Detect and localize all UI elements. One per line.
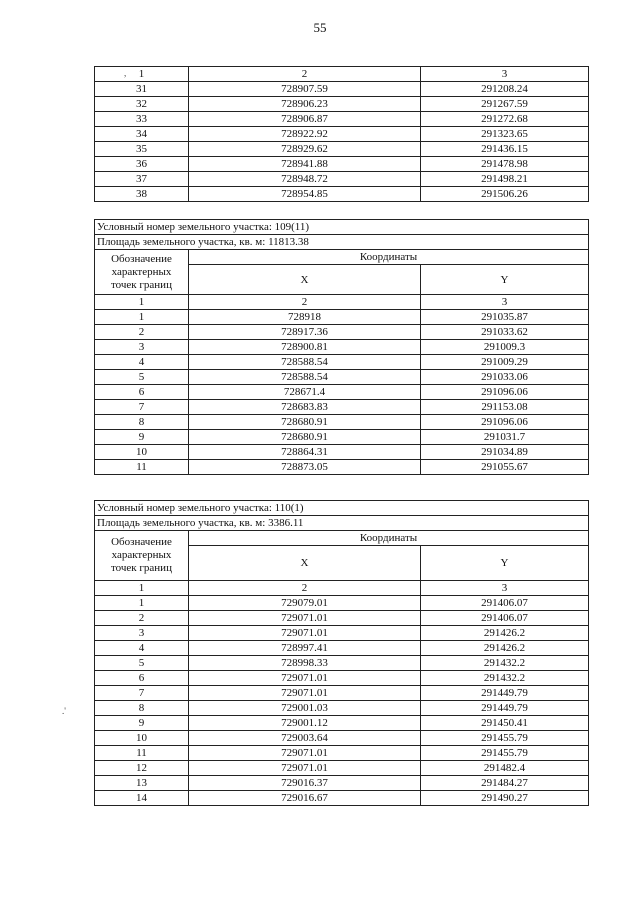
x-coordinate-cell: 2 — [189, 295, 421, 310]
point-number-cell: 10 — [95, 445, 189, 460]
table-row — [95, 746, 589, 761]
page-number: 55 — [313, 20, 327, 35]
x-coordinate-cell: 728588.54 — [189, 370, 421, 385]
point-number-cell: 13 — [95, 776, 189, 791]
x-coordinate-cell: 728929.62 — [189, 142, 421, 157]
x-coordinate-cell: 728900.81 — [189, 340, 421, 355]
y-coordinate-cell: 291009.3 — [421, 340, 589, 355]
y-coordinate-cell: 291096.06 — [421, 415, 589, 430]
y-coordinate-cell: 291449.79 — [421, 686, 589, 701]
y-coordinate-cell: 291432.2 — [421, 656, 589, 671]
table-row — [95, 430, 589, 445]
point-number-cell: 7 — [95, 686, 189, 701]
plot-area: Площадь земельного участка, кв. м: 11813.38 — [95, 235, 589, 250]
table-row — [95, 445, 589, 460]
x-header: X — [189, 265, 421, 295]
table-row — [95, 142, 589, 157]
x-coordinate-cell: 729079.01 — [189, 596, 421, 611]
y-coordinate-cell: 291406.07 — [421, 596, 589, 611]
x-coordinate-cell: 728941.88 — [189, 157, 421, 172]
y-coordinate-cell: 291272.68 — [421, 112, 589, 127]
table-row — [95, 355, 589, 370]
x-coordinate-cell: 728918 — [189, 310, 421, 325]
point-number-cell: 9 — [95, 716, 189, 731]
y-header: Y — [421, 265, 589, 295]
table-row — [95, 731, 589, 746]
point-number-cell: 2 — [95, 611, 189, 626]
y-coordinate-cell: 291267.59 — [421, 97, 589, 112]
point-number-cell: 7 — [95, 400, 189, 415]
x-coordinate-cell: 728906.23 — [189, 97, 421, 112]
y-coordinate-cell: 291449.79 — [421, 701, 589, 716]
y-coordinate-cell: 291035.87 — [421, 310, 589, 325]
y-coordinate-cell: 291009.29 — [421, 355, 589, 370]
y-coordinate-cell: 291055.67 — [421, 460, 589, 475]
y-coordinate-cell: 291455.79 — [421, 731, 589, 746]
point-number-cell: 36 — [95, 157, 189, 172]
y-coordinate-cell: 291490.27 — [421, 791, 589, 806]
table-row — [95, 385, 589, 400]
point-number-cell: 3 — [95, 626, 189, 641]
point-number-cell: 14 — [95, 791, 189, 806]
y-coordinate-cell: 291426.2 — [421, 626, 589, 641]
point-number-cell: 11 — [95, 746, 189, 761]
point-number-cell: 38 — [95, 187, 189, 202]
y-coordinate-cell: 291506.26 — [421, 187, 589, 202]
table-row — [95, 112, 589, 127]
plot-number: Условный номер земельного участка: 109(11) — [95, 220, 589, 235]
point-number-cell: 5 — [95, 656, 189, 671]
x-coordinate-cell: 728907.59 — [189, 82, 421, 97]
x-coordinate-cell: 728873.05 — [189, 460, 421, 475]
y-coordinate-cell: 3 — [421, 295, 589, 310]
point-number-cell: 10 — [95, 731, 189, 746]
point-designation-header: Обозначение характерных точек границ — [95, 250, 189, 295]
x-coordinate-cell: 729071.01 — [189, 671, 421, 686]
x-coordinate-cell: 729001.12 — [189, 716, 421, 731]
point-number-cell: 4 — [95, 355, 189, 370]
x-coordinate-cell: 728680.91 — [189, 415, 421, 430]
y-coordinate-cell: 291436.15 — [421, 142, 589, 157]
x-coordinate-cell: 729003.64 — [189, 731, 421, 746]
table-row — [95, 310, 589, 325]
plot-area: Площадь земельного участка, кв. м: 3386.11 — [95, 516, 589, 531]
coordinates-header: Координаты — [189, 250, 589, 265]
point-number-cell: 1 — [95, 596, 189, 611]
y-coordinate-cell: 291450.41 — [421, 716, 589, 731]
y-coordinate-cell: 291498.21 — [421, 172, 589, 187]
point-number-cell: 32 — [95, 97, 189, 112]
plot-number: Условный номер земельного участка: 110(1) — [95, 501, 589, 516]
table-row — [95, 370, 589, 385]
y-coordinate-cell: 291323.65 — [421, 127, 589, 142]
table-row — [95, 596, 589, 611]
x-coordinate-cell: 728948.72 — [189, 172, 421, 187]
x-coordinate-cell: 728998.33 — [189, 656, 421, 671]
land-plot-table-109 — [94, 219, 589, 475]
y-coordinate-cell: 291096.06 — [421, 385, 589, 400]
y-coordinate-cell: 3 — [421, 67, 589, 82]
x-coordinate-cell: 729071.01 — [189, 611, 421, 626]
x-coordinate-cell: 729016.67 — [189, 791, 421, 806]
table-row — [95, 127, 589, 142]
scan-speck: .' — [62, 706, 66, 716]
x-coordinate-cell: 729071.01 — [189, 686, 421, 701]
point-number-cell: 35 — [95, 142, 189, 157]
y-coordinate-cell: 291031.7 — [421, 430, 589, 445]
table-row — [95, 400, 589, 415]
x-coordinate-cell: 728864.31 — [189, 445, 421, 460]
point-number-cell: 6 — [95, 671, 189, 686]
x-coordinate-cell: 2 — [189, 581, 421, 596]
y-coordinate-cell: 291033.62 — [421, 325, 589, 340]
x-coordinate-cell: 729071.01 — [189, 626, 421, 641]
table-row — [95, 325, 589, 340]
x-coordinate-cell: 2 — [189, 67, 421, 82]
table-row — [95, 791, 589, 806]
y-coordinate-cell: 291406.07 — [421, 611, 589, 626]
table-row — [95, 611, 589, 626]
y-coordinate-cell: 291153.08 — [421, 400, 589, 415]
x-coordinate-cell: 728680.91 — [189, 430, 421, 445]
table-row — [95, 776, 589, 791]
table-row — [95, 172, 589, 187]
point-number-cell: 8 — [95, 701, 189, 716]
x-coordinate-cell: 728671.4 — [189, 385, 421, 400]
column-index-row — [95, 67, 589, 82]
point-number-cell: 34 — [95, 127, 189, 142]
x-coordinate-cell: 728922.92 — [189, 127, 421, 142]
table-row — [95, 97, 589, 112]
y-coordinate-cell: 291484.27 — [421, 776, 589, 791]
y-coordinate-cell: 291033.06 — [421, 370, 589, 385]
column-index-row — [95, 581, 589, 596]
x-coordinate-cell: 728683.83 — [189, 400, 421, 415]
x-coordinate-cell: 728954.85 — [189, 187, 421, 202]
table-row — [95, 626, 589, 641]
point-number-cell: 8 — [95, 415, 189, 430]
table-row — [95, 686, 589, 701]
point-number-cell: 4 — [95, 641, 189, 656]
table-row — [95, 82, 589, 97]
table-row — [95, 671, 589, 686]
y-coordinate-cell: 291208.24 — [421, 82, 589, 97]
y-coordinate-cell: 291426.2 — [421, 641, 589, 656]
point-number-cell: 1 — [95, 581, 189, 596]
coordinates-table-continued — [94, 66, 589, 202]
point-number-cell: 9 — [95, 430, 189, 445]
y-coordinate-cell: 3 — [421, 581, 589, 596]
x-coordinate-cell: 728906.87 — [189, 112, 421, 127]
point-number-cell: 1 — [95, 295, 189, 310]
table-row — [95, 415, 589, 430]
y-coordinate-cell: 291034.89 — [421, 445, 589, 460]
point-number-cell: 3 — [95, 340, 189, 355]
land-plot-table-110 — [94, 500, 589, 806]
x-coordinate-cell: 729071.01 — [189, 761, 421, 776]
point-number-cell: 6 — [95, 385, 189, 400]
table-row — [95, 656, 589, 671]
point-number-cell: 31 — [95, 82, 189, 97]
y-coordinate-cell: 291482.4 — [421, 761, 589, 776]
x-coordinate-cell: 728917.36 — [189, 325, 421, 340]
table-row — [95, 761, 589, 776]
coordinates-header: Координаты — [189, 531, 589, 546]
point-number-cell: 5 — [95, 370, 189, 385]
point-number-cell: 2 — [95, 325, 189, 340]
y-coordinate-cell: 291432.2 — [421, 671, 589, 686]
x-header: X — [189, 546, 421, 581]
point-number-cell: 33 — [95, 112, 189, 127]
y-coordinate-cell: 291478.98 — [421, 157, 589, 172]
x-coordinate-cell: 728588.54 — [189, 355, 421, 370]
table-row — [95, 716, 589, 731]
point-number-cell: 1 — [95, 310, 189, 325]
table-row — [95, 460, 589, 475]
point-designation-header: Обозначение характерных точек границ — [95, 531, 189, 581]
table-row — [95, 701, 589, 716]
table-row — [95, 641, 589, 656]
point-number-cell: 37 — [95, 172, 189, 187]
table-row — [95, 187, 589, 202]
point-number-cell: 11 — [95, 460, 189, 475]
column-index-row — [95, 295, 589, 310]
y-coordinate-cell: 291455.79 — [421, 746, 589, 761]
x-coordinate-cell: 728997.41 — [189, 641, 421, 656]
table-row — [95, 157, 589, 172]
x-coordinate-cell: 729001.03 — [189, 701, 421, 716]
point-number-cell: 12 — [95, 761, 189, 776]
x-coordinate-cell: 729016.37 — [189, 776, 421, 791]
point-number-cell: 1 — [95, 67, 189, 82]
table-row — [95, 340, 589, 355]
x-coordinate-cell: 729071.01 — [189, 746, 421, 761]
scan-speck: , — [124, 68, 127, 78]
y-header: Y — [421, 546, 589, 581]
